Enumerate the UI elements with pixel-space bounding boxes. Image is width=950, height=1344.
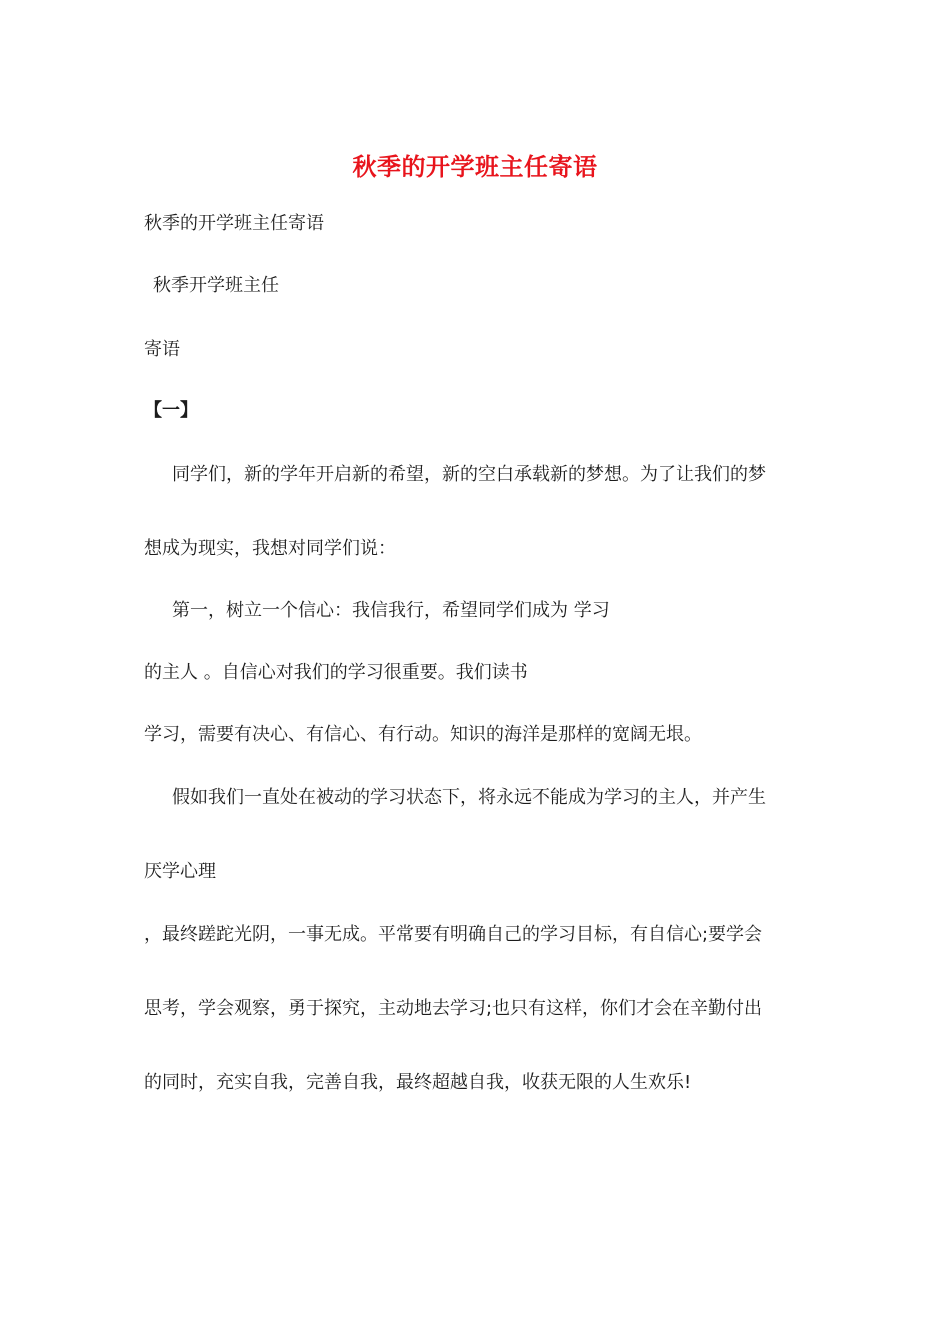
paragraph-line: 学习，需要有决心、有信心、有行动。知识的海洋是那样的宽阔无垠。: [144, 724, 702, 745]
paragraph-line: 想成为现实，我想对同学们说：: [144, 538, 396, 559]
paragraph-line: 第一，树立一个信心：我信我行，希望同学们成为 学习: [172, 600, 610, 621]
paragraph-line: 的同时，充实自我，完善自我，最终超越自我，收获无限的人生欢乐!: [144, 1072, 692, 1093]
subtitle: 秋季的开学班主任寄语: [144, 213, 324, 234]
section-marker: 【一】: [144, 400, 198, 421]
paragraph-line: 的主人 。自信心对我们的学习很重要。我们读书: [144, 662, 528, 683]
paragraph-line: 同学们，新的学年开启新的希望，新的空白承载新的梦想。为了让我们的梦: [172, 464, 766, 485]
heading-line-1: 秋季开学班主任: [153, 275, 279, 296]
paragraph-line: 厌学心理: [144, 861, 216, 882]
paragraph-line: 思考，学会观察，勇于探究，主动地去学习;也只有这样，你们才会在辛勤付出: [144, 998, 763, 1019]
heading-line-2: 寄语: [144, 339, 180, 360]
paragraph-line: 假如我们一直处在被动的学习状态下，将永远不能成为学习的主人，并产生: [172, 787, 766, 808]
paragraph-line: ，最终蹉跎光阴，一事无成。平常要有明确自己的学习目标，有自信心;要学会: [144, 924, 763, 945]
document-title: 秋季的开学班主任寄语: [352, 152, 598, 181]
